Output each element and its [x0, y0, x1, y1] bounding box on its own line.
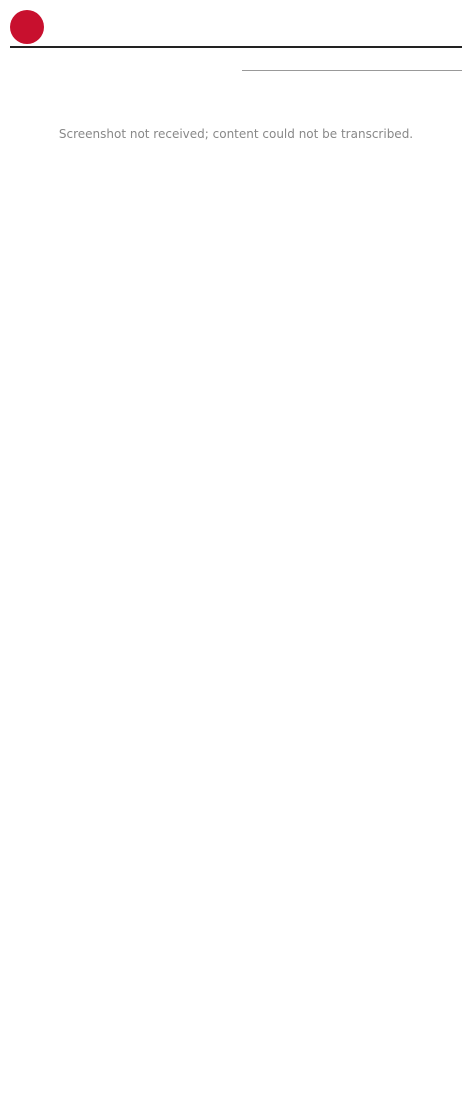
right-column — [242, 60, 462, 87]
missing-image-notice: Screenshot not received; content could not be transcribed. — [58, 127, 414, 141]
left-column — [10, 60, 230, 87]
section-header — [10, 8, 462, 48]
section-logo-icon — [10, 10, 44, 44]
story2-headline — [242, 70, 462, 79]
article-columns — [10, 60, 462, 87]
